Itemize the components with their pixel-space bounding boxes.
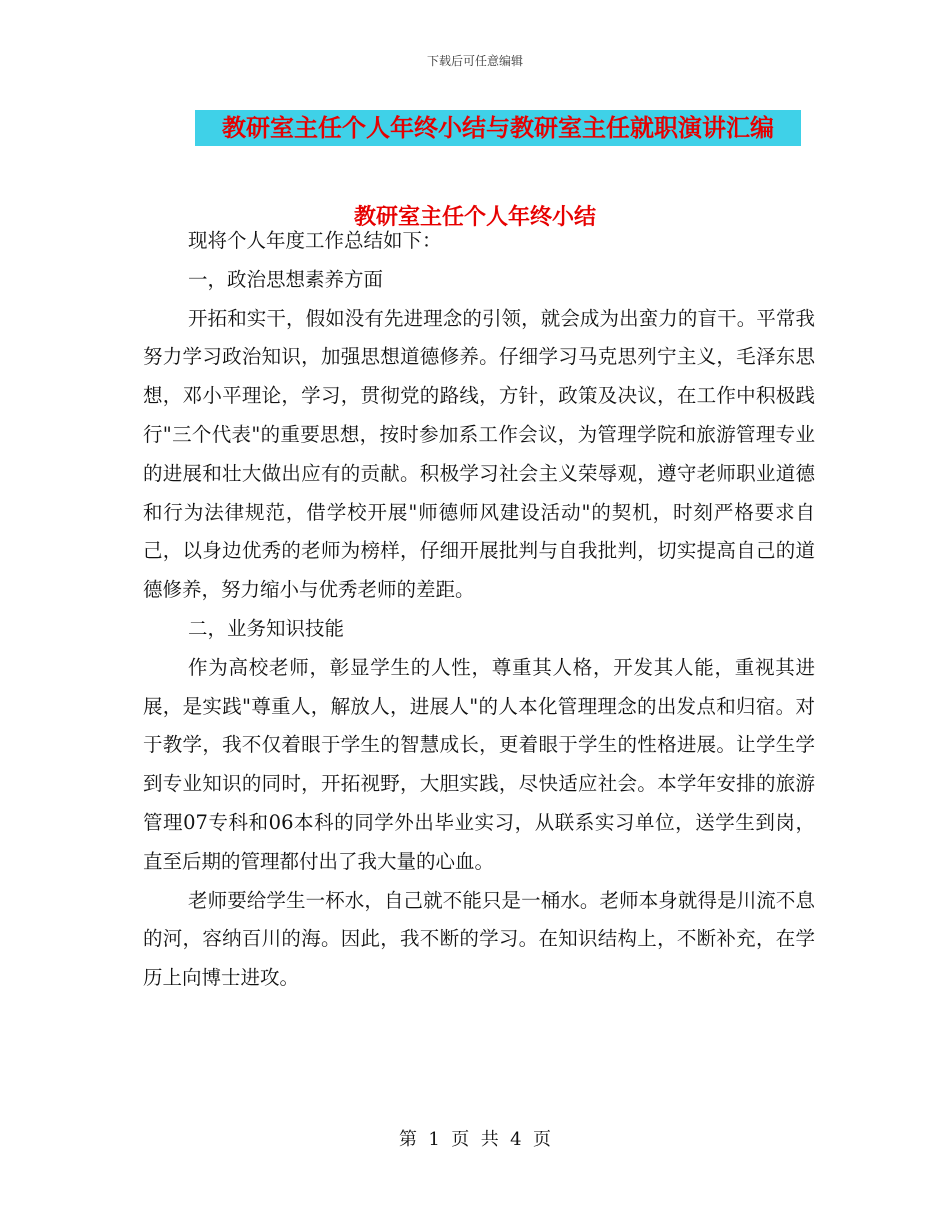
document-body — [143, 222, 815, 998]
paragraph-political: 开拓和实干，假如没有先进理念的引领，就会成为出蛮力的盲干。平常我努力学习政治知识，加强思想道德修养。仔细学习马克思列宁主义，毛泽东思想，邓小平理论，学习，贯彻党的路线，方针，政策及决议，在工作中积极践行"三个代表"的重要思想，按时参加系工作会议，为管理学院和旅游管理专业的进展和壮大做出应有的贡献。积极学习社会主义荣辱观，遵守老师职业道德和行为法律规范，借学校开展"师德师风建设活动"的契机，时刻严格要求自己，以身边优秀的老师为榜样，仔细开展批判与自我批判，切实提高自己的道德修养，努力缩小与优秀老师的差距。 — [143, 306, 815, 602]
paragraph-learning: 老师要给学生一杯水，自己就不能只是一桶水。老师本身就得是川流不息的河，容纳百川的海。因此，我不断的学习。在知识结构上，不断补充，在学历上向博士进攻。 — [143, 888, 815, 990]
main-title-highlight — [195, 110, 801, 146]
page-footer: 第 1 页 共 4 页 — [398, 1129, 552, 1150]
main-title: 教研室主任个人年终小结与教研室主任就职演讲汇编 — [222, 113, 774, 142]
paragraph-professional: 作为高校老师，彰显学生的人性，尊重其人格，开发其人能，重视其进展，是实践"尊重人，解放人，进展人"的人本化管理理念的出发点和归宿。对于教学，我不仅着眼于学生的智慧成长，更着眼于学生的性格进展。让学生学到专业知识的同时，开拓视野，大胆实践，尽快适应社会。本学年安排的旅游管理07专科和06本科的同学外出毕业实习，从联系实习单位，送学生到岗，直至后期的管理都付出了我大量的心血。 — [143, 655, 815, 873]
heading-political: 一，政治思想素养方面 — [188, 267, 384, 291]
paragraph-intro: 现将个人年度工作总结如下： — [188, 229, 442, 252]
section-title: 教研室主任个人年终小结 — [353, 204, 596, 230]
header-note: 下载后可任意编辑 — [426, 54, 523, 68]
heading-professional: 二，业务知识技能 — [188, 616, 345, 640]
